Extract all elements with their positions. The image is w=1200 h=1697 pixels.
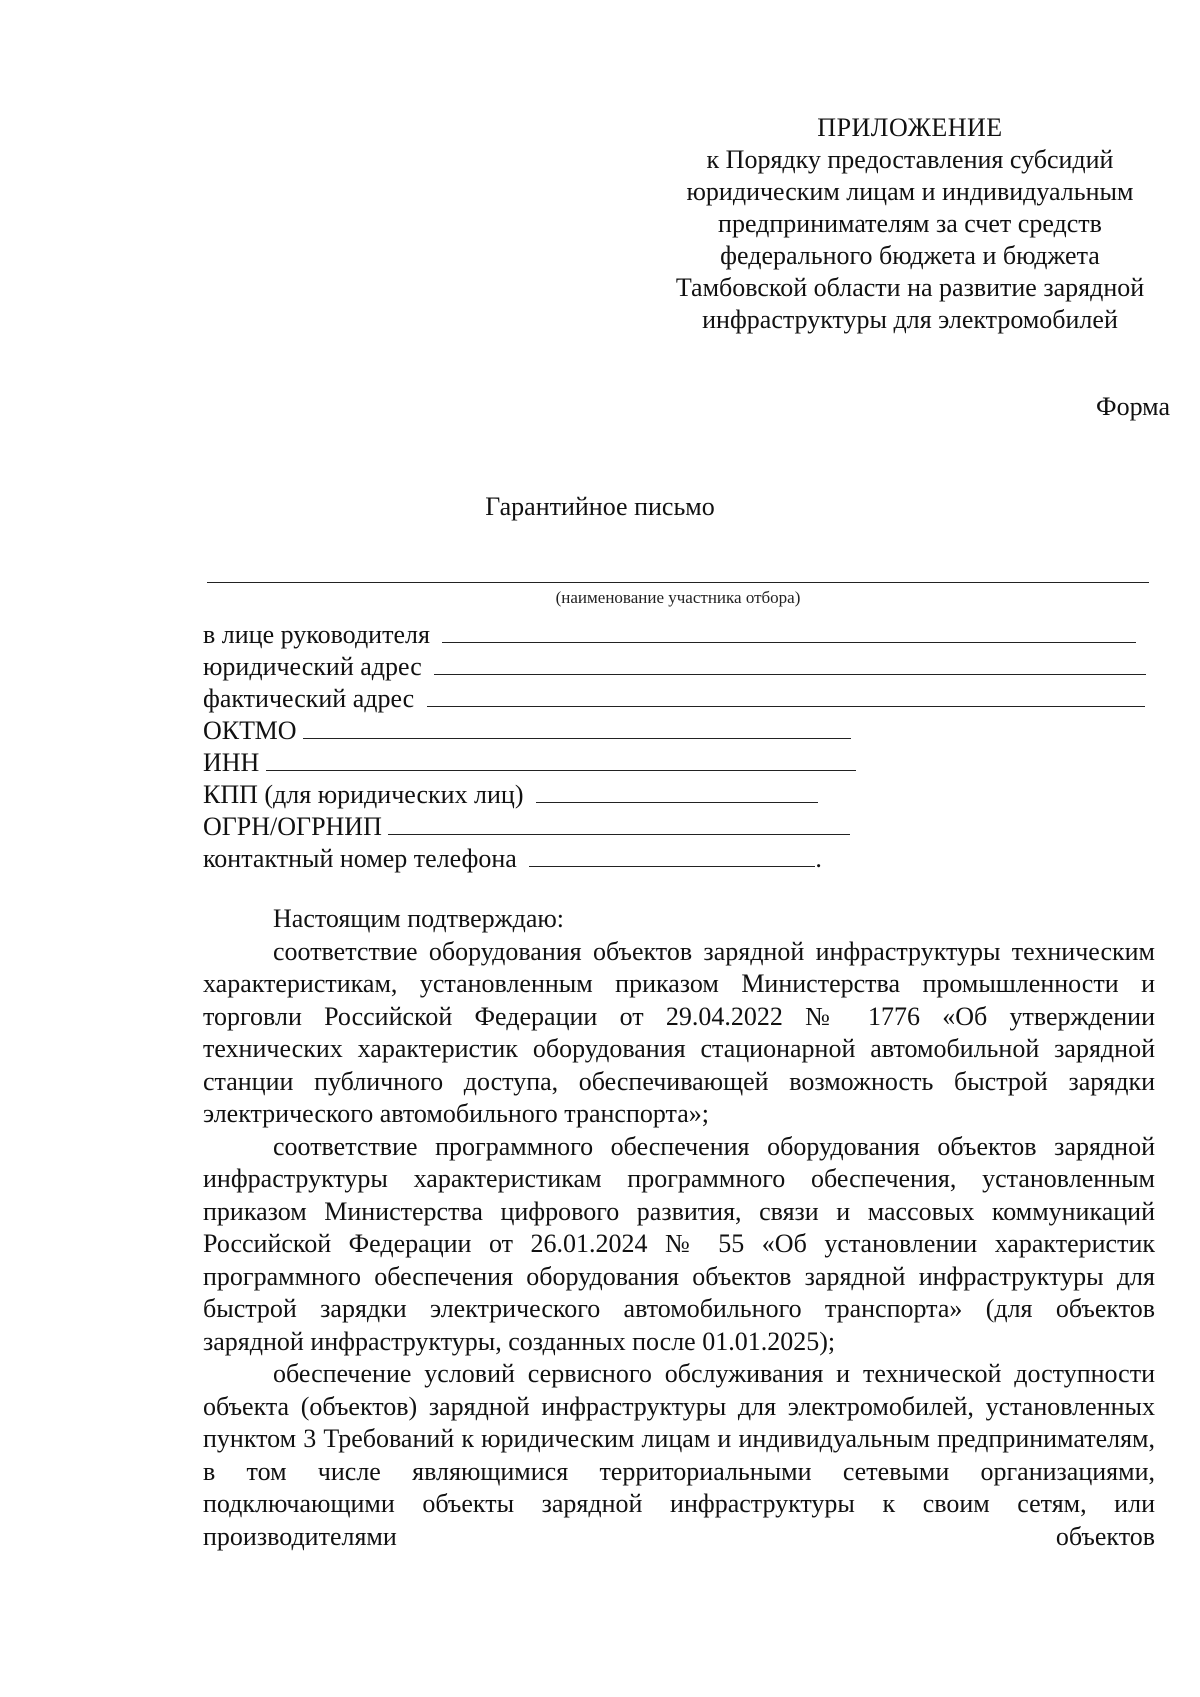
field-legal-address	[203, 652, 1146, 682]
appendix-title: ПРИЛОЖЕНИЕ	[817, 113, 1003, 142]
body-paragraph: соответствие оборудования объектов зарядной инфраструктуры техническим характеристикам, установленным приказом Министерства промышленности и торговли Российской Федерации от 29.04.2022 № 1776 «Об утверждении технических характеристик оборудования стационарной автомобильной зарядной станции публичного доступа, обеспечивающей возможность быстрой зарядки электрического автомобильного транспорта»;	[203, 936, 1155, 1128]
field-phone	[203, 844, 822, 874]
field-inn	[203, 748, 856, 778]
field-kpp-label: КПП (для юридических лиц)	[203, 780, 524, 809]
body-text	[203, 903, 1155, 1553]
field-ogrn-label: ОГРН/ОГРНИП	[203, 812, 382, 841]
body-paragraph: обеспечение условий сервисного обслуживания и технической доступности объекта (объектов) зарядной инфраструктуры для электромобилей, установленных пунктом 3 Требований к юридическим лицам и индивидуальным предпринимателям, в том числе являющимися территориальными сетевыми организациями, подключающими объекты зарядной инфраструктуры к своим сетям, или производителями объектов	[203, 1359, 1155, 1551]
field-oktmo-line	[303, 716, 851, 739]
field-oktmo	[203, 716, 851, 746]
field-head-line	[442, 620, 1136, 643]
appendix-line: предпринимателям за счет средств	[718, 209, 1102, 238]
participant-name-hint: (наименование участника отбора)	[555, 588, 801, 607]
appendix-line: инфраструктуры для электромобилей	[702, 305, 1118, 334]
field-actual-address	[203, 684, 1145, 714]
body-paragraph: соответствие программного обеспечения оборудования объектов зарядной инфраструктуры характеристикам программного обеспечения, установленным приказом Министерства цифрового развития, связи и массовых коммуникаций Российской Федерации от 26.01.2024 № 55 «Об установлении характеристик программного обеспечения оборудования объектов зарядной инфраструктуры для быстрой зарядки электрического автомобильного транспорта» (для объектов зарядной инфраструктуры, созданных после 01.01.2025);	[203, 1131, 1155, 1356]
appendix-line: Тамбовской области на развитие зарядной	[675, 273, 1145, 302]
field-head	[203, 620, 1136, 650]
field-kpp-line	[536, 780, 818, 803]
field-ogrn-line	[388, 812, 850, 835]
field-ogrn	[203, 812, 850, 842]
field-inn-line	[266, 748, 856, 771]
field-legal-address-label: юридический адрес	[203, 652, 422, 681]
field-actual-address-label: фактический адрес	[203, 684, 415, 713]
body-lead: Настоящим подтверждаю:	[273, 904, 565, 933]
field-kpp	[203, 780, 818, 810]
field-phone-line	[529, 844, 815, 867]
field-phone-tail: .	[815, 844, 822, 873]
document-title: Гарантийное письмо	[485, 492, 715, 521]
field-head-label: в лице руководителя	[203, 620, 430, 649]
participant-name-line	[207, 582, 1149, 583]
appendix-header	[620, 112, 1200, 336]
field-phone-label: контактный номер телефона	[203, 844, 517, 873]
appendix-line: федерального бюджета и бюджета	[720, 241, 1100, 270]
field-oktmo-label: ОКТМО	[203, 716, 297, 745]
field-inn-label: ИНН	[203, 748, 260, 777]
field-actual-address-line	[427, 684, 1145, 707]
appendix-line: к Порядку предоставления субсидий	[706, 145, 1114, 174]
appendix-line: юридическим лицам и индивидуальным	[686, 177, 1134, 206]
field-legal-address-line	[434, 652, 1146, 675]
form-label: Форма	[1096, 392, 1170, 421]
